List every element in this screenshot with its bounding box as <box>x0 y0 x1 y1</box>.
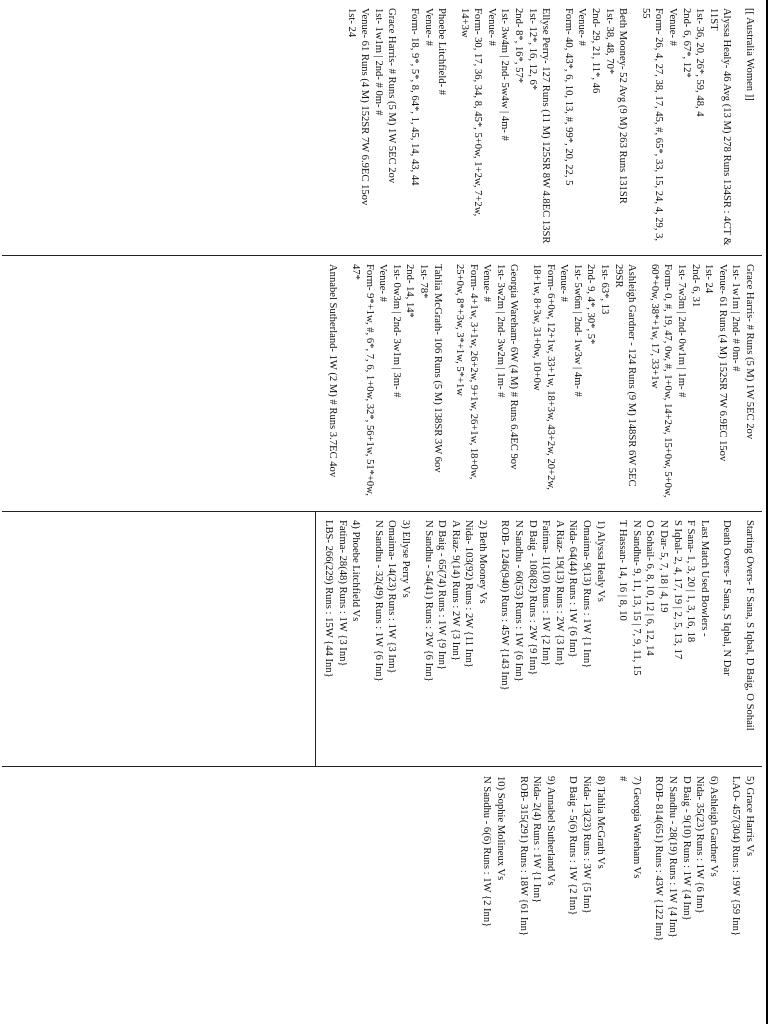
text-line: N Dar- 5, 7, 18 | 4, 19 <box>658 520 670 613</box>
text-line: 1st- 3w4m | 2nd- 5w4w | 4m- # <box>499 8 511 141</box>
text-line: D Baig - 65(74) Runs : 1W {9 Inn} <box>436 520 448 671</box>
text-line: ROB- 315(291) Runs : 18W {61 Inn} <box>517 776 529 937</box>
text-line: Georgia Wareham- 6W (4 M) # Runs 6.4EC 9ov <box>508 264 520 470</box>
text-line: 2nd- 9, 4*, 30*, 5* <box>585 264 597 345</box>
text-line: 8) Tahlia McGrath Vs <box>594 776 606 869</box>
blank-line <box>489 518 498 760</box>
text-line: 1st- 12*, 16, 12, 6* <box>526 8 538 91</box>
text-line: Nida- 13(23) Runs : 3W {5 Inn} <box>581 776 593 914</box>
text-line: Tahlia McGrath- 106 Runs (5 M) 138SR 3W 6ov <box>431 264 443 473</box>
text-line: Form- 6+0w, 12+1w, 33+1w, 18+3w, 43+2w, 20+2w, 18+1w, 8+3w, 31+0w, 10+0w <box>531 264 556 493</box>
text-line: 1st- 24 <box>345 8 357 38</box>
text-line: 1st- 36, 20, 26*, 59, 48, 4 <box>694 8 706 117</box>
column-3 <box>0 512 762 766</box>
text-line: Nida- 64(44) Runs : 1W {6 Inn} <box>567 520 579 658</box>
text-line: D Baig - 5(6) Runs : 1W {2 Inn} <box>567 776 579 916</box>
text-line: Omaima- 14(23) Runs : 1W {3 Inn} <box>386 520 398 674</box>
blank-line <box>629 8 638 246</box>
text-line: Venue- # <box>377 264 389 302</box>
text-line: Venue- # <box>558 264 570 302</box>
text-line: 10) Sophie Molineux Vs <box>495 776 507 881</box>
blank-line <box>339 264 348 504</box>
text-line: 9) Annabel Sutherland Vs <box>544 776 556 886</box>
column-divider <box>2 766 762 767</box>
text-line: 1st- 78* <box>417 264 429 299</box>
text-line: 5) Grace Harris Vs <box>744 776 755 857</box>
blank-line <box>557 774 566 1016</box>
text-line: 1st- 1w1m | 2nd- # 0m- # <box>372 8 384 116</box>
column-4 <box>0 768 762 1022</box>
column-2 <box>0 258 762 510</box>
text-line: Fatima- 28(48) Runs : 1W {3 Inn} <box>336 520 348 667</box>
blank-line <box>444 264 453 504</box>
blank-line <box>507 774 516 1016</box>
text-line: Grace Harris- # Runs (5 M) 1W 5EC 2ov <box>386 8 398 184</box>
column-1 <box>0 2 762 252</box>
text-line: 1st- 5w6m | 2nd- 1w3w | 4m- # <box>571 264 583 397</box>
blank-line <box>720 774 729 1016</box>
text-line: Form- 18, 9*, 5*, 8, 64*, 1, 45, 14, 43, 44 <box>408 8 420 186</box>
text-line: 3) Ellyse Perry Vs <box>399 520 411 598</box>
text-line: Form- 40, 43*, 6, 10, 13, #, 99*, 20, 22, 5 <box>562 8 574 186</box>
text-line: A Riaz- 19(13) Runs : 2W {3 Inn} <box>553 520 565 667</box>
blank-line <box>607 518 616 760</box>
text-line: Death Overs- F Sana, S Iqbal, N Dar <box>721 520 733 676</box>
text-line: Last Match Used Bowlers - <box>698 520 710 637</box>
text-line: Form- 0, #, 19, 47, 0w, #, 1+0w, 14+2w, 15+0w, 5+0w, 60*+0w, 38*+1w, 17, 33+1w <box>648 264 674 501</box>
text-line: 2nd- 29, 21, 11*, 46 <box>590 8 602 94</box>
text-line: D Baig - 9(10) Runs : 1W {4 Inn} <box>680 776 692 921</box>
text-line: Phoebe Litchfield- # <box>436 8 448 96</box>
text-line: LAO- 457(304) Runs : 19W {59 Inn} <box>730 776 742 937</box>
text-line: 1) Alyssa Healy Vs <box>594 520 606 602</box>
blank-line <box>733 8 742 246</box>
text-line: Ellyse Perry- 127 Runs (11 M) 125SR 8W 4.8EC 13SR <box>540 8 552 244</box>
text-line: Venue- # <box>481 264 493 302</box>
text-line: Form- 4+1w, 3+1w, 26+2w, 9+1w, 26+1w, 18+0w, 25+0w, 8*+3w, 3*+1w, 5*+1w <box>454 264 479 482</box>
text-line: 1st- 7w3m | 2nd- 0w1m | 1m- # <box>676 264 688 398</box>
blank-line <box>711 518 720 760</box>
text-line: 1st- 1w1m | 2nd- # 0m- # <box>730 264 742 372</box>
text-line: N Sandhu - 32(49) Runs : 1W {6 Inn} <box>372 520 384 682</box>
text-line: [[ Australia Women ]] <box>744 8 755 101</box>
text-line: ROB- 814(651) Runs : 43W {122 Inn} <box>653 776 665 942</box>
blank-line <box>552 8 561 246</box>
text-line: 1st- 63*, 13 <box>599 264 611 315</box>
text-line: Form- 9*+1w, #, 6*, 7, 6, 1+0w, 32*, 56+1w, 51*+0w, 47* <box>349 264 375 499</box>
text-line: 2nd- 8*, 16*, 57* <box>513 8 525 84</box>
text-line: D Baig - 108(82) Runs : 2W {9 Inn} <box>526 520 538 676</box>
blank-line <box>362 518 371 760</box>
text-line: 4) Phoebe Litchfield Vs <box>350 520 362 622</box>
text-line: 7) Georgia Wareham Vs <box>630 776 642 879</box>
text-line: F Sana- 1, 3, 20 | 1, 3, 16, 18 <box>685 520 697 643</box>
text-line: A Riaz- 9(14) Runs : 2W {3 Inn} <box>449 520 461 661</box>
text-line: Grace Harris- # Runs (5 M) 1W 5EC 2ov <box>744 264 755 440</box>
text-line: 2nd- 14, 14* <box>404 264 416 318</box>
text-line: T Hassan- 14, 16 | 8, 10 <box>617 520 629 621</box>
blank-line <box>607 774 616 1016</box>
text-line: Venue- # <box>485 8 497 46</box>
blank-line <box>448 8 457 246</box>
text-line: Fatima- 11(10) Runs : 1W {2 Inn} <box>540 520 552 667</box>
text-line: Form- 26, 4, 27, 38, 17, 45, #, 65*, 33, 15, 24, 4, 29, 3, 55 <box>639 8 665 244</box>
text-line: 2nd- 6, 31 <box>689 264 701 308</box>
text-line: LBS- 266(229) Runs : 15W {44 Inn} <box>322 520 334 678</box>
column-divider <box>2 255 762 256</box>
text-line: 6) Ashleigh Gardner Vs <box>707 776 719 877</box>
text-line: Venue- 61 Runs (4 M) 152SR 7W 6.9EC 15ov <box>359 8 371 206</box>
blank-line <box>643 774 652 1016</box>
text-line: Nida- 103(92) Runs : 2W {11 Inn} <box>463 520 475 668</box>
text-line: Venue- # <box>422 8 434 46</box>
text-line: 1st- 0w3m | 2nd- 3w1m | 3m- # <box>390 264 402 398</box>
text-line: Annabel Sutherland- 1W (2 M) # Runs 3.7EC 4ov <box>327 264 339 478</box>
text-line: ROB- 1246(940) Runs : 45W {143 Inn} <box>499 520 511 691</box>
text-line: 1st- 3w2m | 2nd- 3w2m | 1m- # <box>494 264 506 398</box>
blank-line <box>638 264 647 504</box>
text-line: N Sandhu - 28(19) Runs : 1W {4 Inn} <box>667 776 679 938</box>
text-line: Venue- 61 Runs (4 M) 152SR 7W 6.9EC 15ov <box>716 264 728 462</box>
text-line: 1st- 38, 48, 70* <box>603 8 615 75</box>
text-line: 2nd- 6, 67*, 12* <box>680 8 692 78</box>
text-line: S Iqbal- 2, 4, 17, 19 | 2, 5, 13, 17 <box>671 520 683 660</box>
text-line: N Sandhu - 54(41) Runs : 2W {6 Inn} <box>422 520 434 682</box>
text-line: N Sandhu - 6(6) Runs : 1W {2 Inn} <box>481 776 493 928</box>
text-line: Venue- # <box>576 8 588 46</box>
blank-line <box>398 8 407 246</box>
blank-line <box>412 518 421 760</box>
text-line: Starting Overs- F Sana, S Iqbal, D Baig, O Sohail <box>744 520 755 731</box>
text-line: O Sohail- 6, 8, 10, 12 | 6, 12, 14 <box>644 520 656 656</box>
text-line: Beth Mooney- 52 Avg (9 M) 263 Runs 131SR <box>617 8 629 204</box>
text-line: Omaima- 9(13) Runs : 1W {1 Inn} <box>581 520 593 669</box>
text-line: Alyssa Healy- 46 Avg (13 M) 278 Runs 134SR : 4CT & 11ST <box>707 8 733 249</box>
text-line: N Sandhu- 9, 11, 13, 15 | 7, 9, 11, 15 <box>630 520 642 676</box>
text-line: Form- 30, 17, 36, 34, 8, 45*, 5+0w, 1+2w, 7+2w, 14+3w <box>458 8 484 219</box>
text-line: # <box>617 776 629 782</box>
text-line: Venue- # <box>667 8 679 46</box>
text-line: Ashleigh Gardner - 124 Runs (9 M) 148SR 6W 5EC 29SR <box>612 264 638 490</box>
text-line: Nida- 35(23) Runs : 1W {6 Inn} <box>694 776 706 914</box>
text-line: 2) Beth Mooney Vs <box>476 520 488 604</box>
text-line: N Sandhu - 60(53) Runs : 1W {6 Inn} <box>513 520 525 682</box>
blank-line <box>733 518 742 760</box>
text-line: 1st- 24 <box>703 264 715 294</box>
blank-line <box>521 264 530 504</box>
text-line: Nida- 2(4) Runs : 1W {1 Inn} <box>531 776 543 904</box>
